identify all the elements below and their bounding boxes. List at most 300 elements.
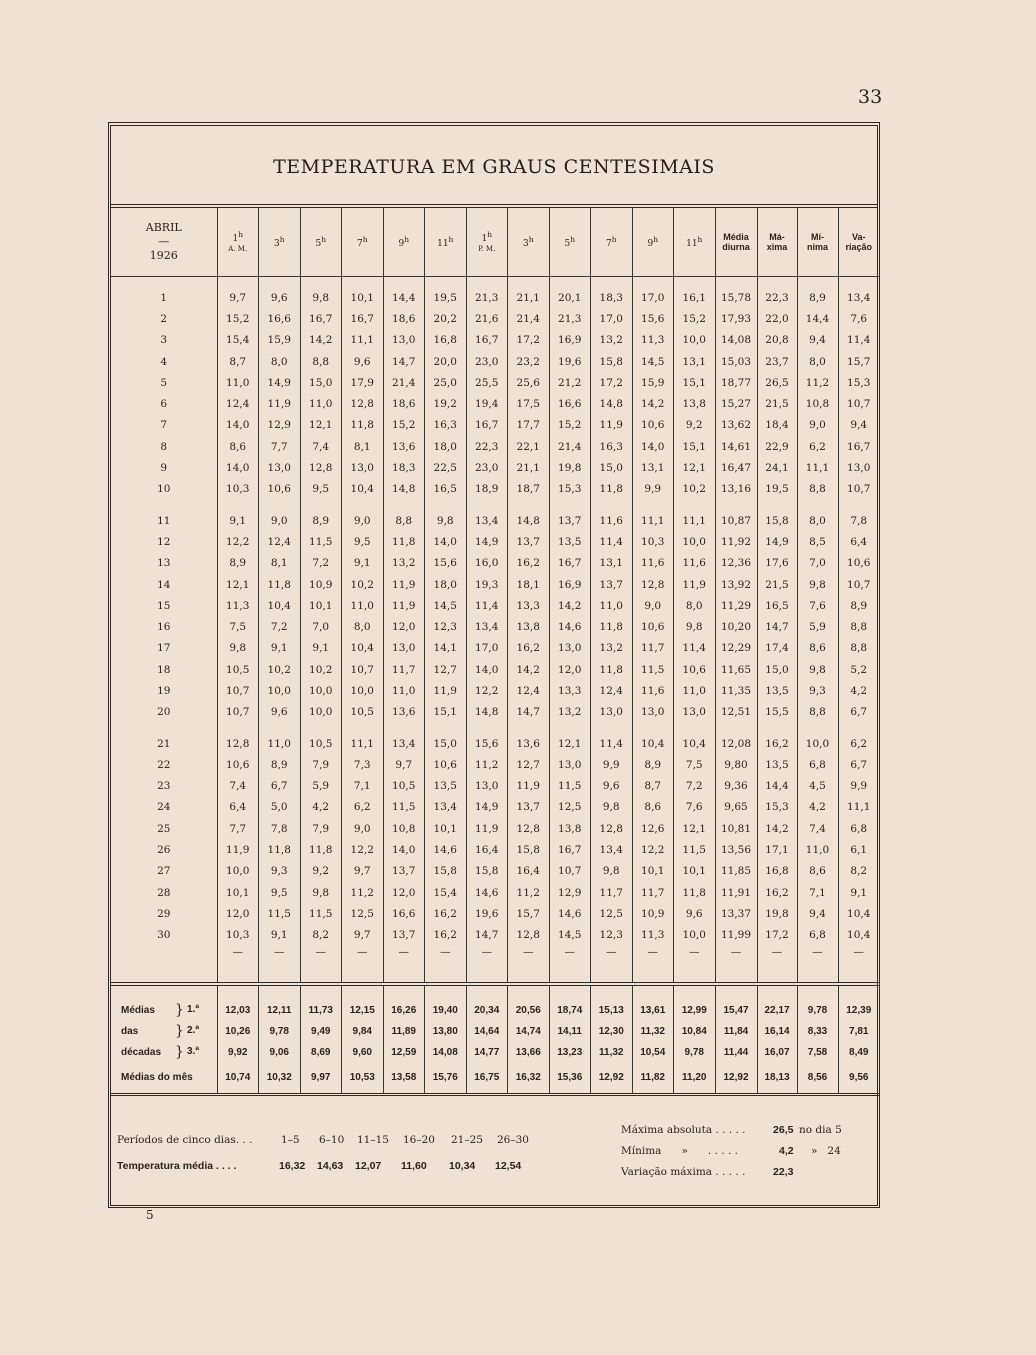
value-cell: 13,4 xyxy=(466,510,508,531)
table-row xyxy=(111,553,879,574)
value-cell: 10,6 xyxy=(259,479,301,500)
value-cell: 9,65 xyxy=(715,797,757,818)
spacer-cell xyxy=(632,984,674,1000)
value-cell: 12,3 xyxy=(425,616,467,637)
value-cell: 11,5 xyxy=(300,531,342,552)
decade-average-row xyxy=(111,1021,879,1042)
value-cell: 9,80 xyxy=(715,754,757,775)
value-cell: 9,1 xyxy=(217,510,259,531)
value-cell: 4,2 xyxy=(300,797,342,818)
value-cell: 12,2 xyxy=(632,839,674,860)
value-cell: 12,3 xyxy=(591,925,633,946)
value-cell: 15,4 xyxy=(217,330,259,351)
spacer-cell xyxy=(632,277,674,288)
value-cell: 6,2 xyxy=(838,733,879,754)
value-cell: 17,0 xyxy=(591,308,633,329)
value-cell: 15,2 xyxy=(674,308,716,329)
value-cell: 18,3 xyxy=(591,287,633,308)
spacer-cell xyxy=(838,500,879,510)
average-cell: 8,33 xyxy=(797,1021,838,1042)
value-cell: 7,8 xyxy=(838,510,879,531)
value-cell: 15,5 xyxy=(757,702,797,723)
decade-word: décadas xyxy=(121,1046,162,1058)
value-cell: 8,2 xyxy=(300,925,342,946)
value-cell: 16,5 xyxy=(425,479,467,500)
value-cell: 9,8 xyxy=(300,287,342,308)
value-cell: 9,7 xyxy=(342,861,384,882)
value-cell: 16,4 xyxy=(508,861,550,882)
value-cell: 10,6 xyxy=(632,616,674,637)
value-cell: 13,2 xyxy=(383,553,425,574)
value-cell: 8,0 xyxy=(342,616,384,637)
value-cell: 10,3 xyxy=(217,925,259,946)
spacer-cell xyxy=(508,723,550,733)
value-cell: 14,6 xyxy=(466,882,508,903)
spacer-cell xyxy=(838,968,879,984)
average-cell: 20,34 xyxy=(466,1000,508,1021)
value-cell: 19,4 xyxy=(466,393,508,414)
spacer-cell xyxy=(632,500,674,510)
dash-cell: — xyxy=(591,946,633,968)
value-cell: 4,2 xyxy=(797,797,838,818)
value-cell: 11,0 xyxy=(259,733,301,754)
year-label: 1926 xyxy=(149,249,178,262)
spacer-cell xyxy=(111,277,217,288)
average-cell: 14,11 xyxy=(549,1021,591,1042)
average-cell: 7,58 xyxy=(797,1042,838,1063)
spacer-cell xyxy=(591,984,633,1000)
value-cell: 13,0 xyxy=(383,638,425,659)
value-cell: 24,1 xyxy=(757,457,797,478)
value-cell: 21,4 xyxy=(383,372,425,393)
value-cell: 8,9 xyxy=(797,287,838,308)
value-cell: 14,9 xyxy=(259,372,301,393)
value-cell: 16,7 xyxy=(838,436,879,457)
value-cell: 9,7 xyxy=(217,287,259,308)
month-dash: — xyxy=(158,235,170,248)
value-cell: 14,5 xyxy=(425,595,467,616)
spacer-cell xyxy=(259,968,301,984)
value-cell: 12,1 xyxy=(674,818,716,839)
spacer-cell xyxy=(549,277,591,288)
spacer-cell xyxy=(757,277,797,288)
value-cell: 16,3 xyxy=(425,415,467,436)
col-header: 7$^h$ xyxy=(342,208,384,277)
value-cell: 10,5 xyxy=(383,776,425,797)
value-cell: 7,7 xyxy=(217,818,259,839)
value-cell: 17,2 xyxy=(591,372,633,393)
col-header-media: Média diurna xyxy=(715,208,757,277)
value-cell: 16,2 xyxy=(425,925,467,946)
value-cell: 18,6 xyxy=(383,308,425,329)
table-row xyxy=(111,680,879,701)
value-cell: 17,1 xyxy=(757,839,797,860)
value-cell: 13,4 xyxy=(591,839,633,860)
decade-label-cell xyxy=(111,1042,217,1063)
value-cell: 8,6 xyxy=(797,638,838,659)
month-year-header xyxy=(111,208,217,277)
value-cell: 12,6 xyxy=(632,818,674,839)
value-cell: 10,4 xyxy=(838,925,879,946)
value-cell: 14,2 xyxy=(300,330,342,351)
average-cell: 8,49 xyxy=(838,1042,879,1063)
value-cell: 15,7 xyxy=(838,351,879,372)
value-cell: 13,7 xyxy=(508,797,550,818)
table-row xyxy=(111,638,879,659)
value-cell: 16,2 xyxy=(508,553,550,574)
value-cell: 12,0 xyxy=(549,659,591,680)
value-cell: 7,2 xyxy=(300,553,342,574)
value-cell: 13,0 xyxy=(549,638,591,659)
spacer-cell xyxy=(425,277,467,288)
value-cell: 10,6 xyxy=(674,659,716,680)
spacer-cell xyxy=(111,968,217,984)
value-cell: 7,8 xyxy=(259,818,301,839)
value-cell: 15,8 xyxy=(466,861,508,882)
average-cell: 12,11 xyxy=(259,1000,301,1021)
day-cell: 20 xyxy=(157,706,171,719)
table-title: TEMPERATURA EM GRAUS CENTESIMAIS xyxy=(273,156,715,178)
day-cell: 17 xyxy=(157,642,171,655)
period-range: 11–15 xyxy=(357,1134,389,1146)
spacer-cell xyxy=(217,723,259,733)
average-cell: 10,26 xyxy=(217,1021,259,1042)
day-cell: 7 xyxy=(160,419,168,432)
value-cell: 18,6 xyxy=(383,393,425,414)
value-cell: 15,78 xyxy=(715,287,757,308)
spacer-row xyxy=(111,277,879,288)
day-cell: 22 xyxy=(157,758,171,771)
value-cell: 15,4 xyxy=(425,882,467,903)
value-cell: 16,4 xyxy=(466,839,508,860)
value-cell: 12,4 xyxy=(217,393,259,414)
value-cell: 11,8 xyxy=(591,659,633,680)
value-cell: 14,1 xyxy=(425,638,467,659)
value-cell: 10,0 xyxy=(342,680,384,701)
table-row xyxy=(111,797,879,818)
max-abs-suffix: no dia 5 xyxy=(799,1124,842,1136)
value-cell: 11,85 xyxy=(715,861,757,882)
value-cell: 9,8 xyxy=(425,510,467,531)
value-cell: 11,9 xyxy=(383,595,425,616)
value-cell: 12,4 xyxy=(508,680,550,701)
value-cell: 12,8 xyxy=(632,574,674,595)
day-cell: 29 xyxy=(157,907,171,920)
value-cell: 14,8 xyxy=(383,479,425,500)
value-cell: 15,7 xyxy=(508,903,550,924)
value-cell: 13,92 xyxy=(715,574,757,595)
value-cell: 15,3 xyxy=(838,372,879,393)
value-cell: 11,4 xyxy=(838,330,879,351)
footer-number: 5 xyxy=(146,1208,154,1222)
value-cell: 10,4 xyxy=(342,638,384,659)
average-cell: 10,32 xyxy=(259,1063,301,1095)
value-cell: 8,8 xyxy=(797,479,838,500)
spacer-cell xyxy=(259,277,301,288)
spacer-cell xyxy=(425,500,467,510)
value-cell: 14,2 xyxy=(549,595,591,616)
value-cell: 11,5 xyxy=(549,776,591,797)
value-cell: 14,8 xyxy=(508,510,550,531)
value-cell: 13,7 xyxy=(549,510,591,531)
value-cell: 10,6 xyxy=(838,553,879,574)
value-cell: 11,9 xyxy=(508,776,550,797)
decade-word: das xyxy=(121,1025,139,1037)
value-cell: 9,8 xyxy=(797,659,838,680)
value-cell: 11,5 xyxy=(632,659,674,680)
value-cell: 11,9 xyxy=(259,393,301,414)
value-cell: 10,7 xyxy=(838,574,879,595)
value-cell: 11,0 xyxy=(217,372,259,393)
average-cell: 16,32 xyxy=(508,1063,550,1095)
value-cell: 12,0 xyxy=(383,882,425,903)
value-cell: 11,8 xyxy=(383,531,425,552)
value-cell: 12,5 xyxy=(342,903,384,924)
value-cell: 11,0 xyxy=(674,680,716,701)
value-cell: 7,0 xyxy=(797,553,838,574)
table-row xyxy=(111,733,879,754)
value-cell: 13,0 xyxy=(466,776,508,797)
spacer-cell xyxy=(632,968,674,984)
spacer-cell xyxy=(757,500,797,510)
value-cell: 8,8 xyxy=(838,638,879,659)
decade-word: Médias xyxy=(121,1004,155,1016)
value-cell: 10,2 xyxy=(342,574,384,595)
value-cell: 4,5 xyxy=(797,776,838,797)
value-cell: 10,4 xyxy=(259,595,301,616)
average-cell: 16,26 xyxy=(383,1000,425,1021)
value-cell: 10,0 xyxy=(300,680,342,701)
page-number: 33 xyxy=(858,86,883,108)
spacer-cell xyxy=(715,984,757,1000)
day-cell: 24 xyxy=(157,801,171,814)
value-cell: 19,2 xyxy=(425,393,467,414)
value-cell: 21,4 xyxy=(508,308,550,329)
value-cell: 10,0 xyxy=(217,861,259,882)
value-cell: 18,1 xyxy=(508,574,550,595)
value-cell: 16,8 xyxy=(757,861,797,882)
value-cell: 13,4 xyxy=(466,616,508,637)
value-cell: 11,8 xyxy=(342,415,384,436)
spacer-cell xyxy=(757,968,797,984)
value-cell: 13,16 xyxy=(715,479,757,500)
value-cell: 9,1 xyxy=(300,638,342,659)
value-cell: 9,3 xyxy=(797,680,838,701)
value-cell: 19,3 xyxy=(466,574,508,595)
value-cell: 9,36 xyxy=(715,776,757,797)
table-frame xyxy=(108,122,880,1208)
value-cell: 9,7 xyxy=(342,925,384,946)
dash-cell: — xyxy=(674,946,716,968)
spacer-cell xyxy=(591,277,633,288)
average-cell: 11,73 xyxy=(300,1000,342,1021)
spacer-cell xyxy=(838,984,879,1000)
value-cell: 10,1 xyxy=(342,287,384,308)
value-cell: 15,3 xyxy=(757,797,797,818)
value-cell: 11,0 xyxy=(300,393,342,414)
value-cell: 9,8 xyxy=(300,882,342,903)
value-cell: 11,9 xyxy=(466,818,508,839)
month-average-label: Médias do mês xyxy=(111,1063,217,1095)
value-cell: 8,0 xyxy=(797,510,838,531)
value-cell: 18,4 xyxy=(757,415,797,436)
value-cell: 16,47 xyxy=(715,457,757,478)
period-range: 1–5 xyxy=(281,1134,300,1146)
spacer-cell xyxy=(342,277,384,288)
value-cell: 21,3 xyxy=(549,308,591,329)
col-header: 5$^h$ xyxy=(549,208,591,277)
value-cell: 5,9 xyxy=(300,776,342,797)
value-cell: 6,7 xyxy=(259,776,301,797)
value-cell: 15,6 xyxy=(466,733,508,754)
value-cell: 14,0 xyxy=(632,436,674,457)
spacer-cell xyxy=(217,984,259,1000)
value-cell: 7,6 xyxy=(838,308,879,329)
value-cell: 10,7 xyxy=(549,861,591,882)
value-cell: 13,0 xyxy=(838,457,879,478)
average-cell: 22,17 xyxy=(757,1000,797,1021)
day-cell: 4 xyxy=(160,355,168,368)
value-cell: 11,7 xyxy=(591,882,633,903)
value-cell: 9,6 xyxy=(591,776,633,797)
spacer-cell xyxy=(300,500,342,510)
month-average-row xyxy=(111,1063,879,1095)
value-cell: 9,4 xyxy=(797,330,838,351)
value-cell: 13,7 xyxy=(383,925,425,946)
spacer-cell xyxy=(549,984,591,1000)
spacer-cell xyxy=(383,968,425,984)
spacer-cell xyxy=(111,984,217,1000)
average-cell: 14,77 xyxy=(466,1042,508,1063)
spacer-cell xyxy=(259,723,301,733)
average-cell: 10,74 xyxy=(217,1063,259,1095)
average-cell: 15,47 xyxy=(715,1000,757,1021)
col-header: 11$^h$ xyxy=(425,208,467,277)
value-cell: 10,7 xyxy=(217,702,259,723)
value-cell: 17,5 xyxy=(508,393,550,414)
table-row xyxy=(111,287,879,308)
average-cell: 9,56 xyxy=(838,1063,879,1095)
value-cell: 14,61 xyxy=(715,436,757,457)
spacer-cell xyxy=(300,984,342,1000)
value-cell: 12,5 xyxy=(591,903,633,924)
brace-mark: } xyxy=(175,1001,184,1018)
month-label: ABRIL xyxy=(145,221,182,234)
value-cell: 17,6 xyxy=(757,553,797,574)
spacer-cell xyxy=(466,984,508,1000)
col-header: 9$^h$ xyxy=(632,208,674,277)
value-cell: 21,5 xyxy=(757,574,797,595)
value-cell: 10,0 xyxy=(259,680,301,701)
value-cell: 15,8 xyxy=(508,839,550,860)
value-cell: 6,8 xyxy=(797,925,838,946)
value-cell: 10,0 xyxy=(797,733,838,754)
value-cell: 17,7 xyxy=(508,415,550,436)
table-row xyxy=(111,531,879,552)
value-cell: 18,7 xyxy=(508,479,550,500)
table-row xyxy=(111,308,879,329)
value-cell: 13,5 xyxy=(425,776,467,797)
value-cell: 11,8 xyxy=(674,882,716,903)
spacer-cell xyxy=(549,500,591,510)
average-cell: 15,36 xyxy=(549,1063,591,1095)
value-cell: 12,9 xyxy=(549,882,591,903)
value-cell: 15,2 xyxy=(383,415,425,436)
col-header: 5$^h$ xyxy=(300,208,342,277)
value-cell: 13,4 xyxy=(838,287,879,308)
table-row xyxy=(111,861,879,882)
spacer-cell xyxy=(797,277,838,288)
value-cell: 9,9 xyxy=(838,776,879,797)
value-cell: 15,3 xyxy=(549,479,591,500)
value-cell: 11,6 xyxy=(632,680,674,701)
table-body xyxy=(111,277,879,1095)
value-cell: 9,8 xyxy=(674,616,716,637)
average-cell: 13,61 xyxy=(632,1000,674,1021)
value-cell: 10,4 xyxy=(838,903,879,924)
value-cell: 11,3 xyxy=(217,595,259,616)
value-cell: 11,3 xyxy=(632,925,674,946)
value-cell: 10,7 xyxy=(838,393,879,414)
value-cell: 6,8 xyxy=(797,754,838,775)
table-row xyxy=(111,510,879,531)
average-cell: 10,84 xyxy=(674,1021,716,1042)
value-cell: 19,8 xyxy=(757,903,797,924)
value-cell: 12,8 xyxy=(300,457,342,478)
spacer-cell xyxy=(757,723,797,733)
value-cell: 7,7 xyxy=(259,436,301,457)
average-cell: 18,74 xyxy=(549,1000,591,1021)
table-row xyxy=(111,903,879,924)
value-cell: 7,1 xyxy=(342,776,384,797)
value-cell: 12,08 xyxy=(715,733,757,754)
period-range: 21–25 xyxy=(451,1134,483,1146)
period-range: 6–10 xyxy=(319,1134,345,1146)
spacer-cell xyxy=(838,277,879,288)
value-cell: 12,7 xyxy=(425,659,467,680)
table-row xyxy=(111,595,879,616)
value-cell: 15,6 xyxy=(632,308,674,329)
decade-number: 3.ª xyxy=(187,1045,200,1057)
value-cell: 5,0 xyxy=(259,797,301,818)
value-cell: 9,0 xyxy=(342,818,384,839)
dash-cell: — xyxy=(632,946,674,968)
value-cell: 9,9 xyxy=(632,479,674,500)
value-cell: 21,3 xyxy=(466,287,508,308)
value-cell: 10,1 xyxy=(674,861,716,882)
spacer-cell xyxy=(674,500,716,510)
value-cell: 15,0 xyxy=(757,659,797,680)
value-cell: 6,2 xyxy=(797,436,838,457)
col-header: 11$^h$ xyxy=(674,208,716,277)
value-cell: 7,5 xyxy=(217,616,259,637)
value-cell: 9,6 xyxy=(259,702,301,723)
average-cell: 12,92 xyxy=(715,1063,757,1095)
dash-cell: — xyxy=(757,946,797,968)
value-cell: 6,7 xyxy=(838,702,879,723)
value-cell: 9,3 xyxy=(259,861,301,882)
value-cell: 14,2 xyxy=(508,659,550,680)
title-box xyxy=(111,126,877,208)
value-cell: 8,9 xyxy=(632,754,674,775)
value-cell: 8,6 xyxy=(797,861,838,882)
value-cell: 13,62 xyxy=(715,415,757,436)
spacer-row xyxy=(111,500,879,510)
value-cell: 12,1 xyxy=(549,733,591,754)
value-cell: 18,77 xyxy=(715,372,757,393)
value-cell: 9,6 xyxy=(259,287,301,308)
average-cell: 9,78 xyxy=(797,1000,838,1021)
